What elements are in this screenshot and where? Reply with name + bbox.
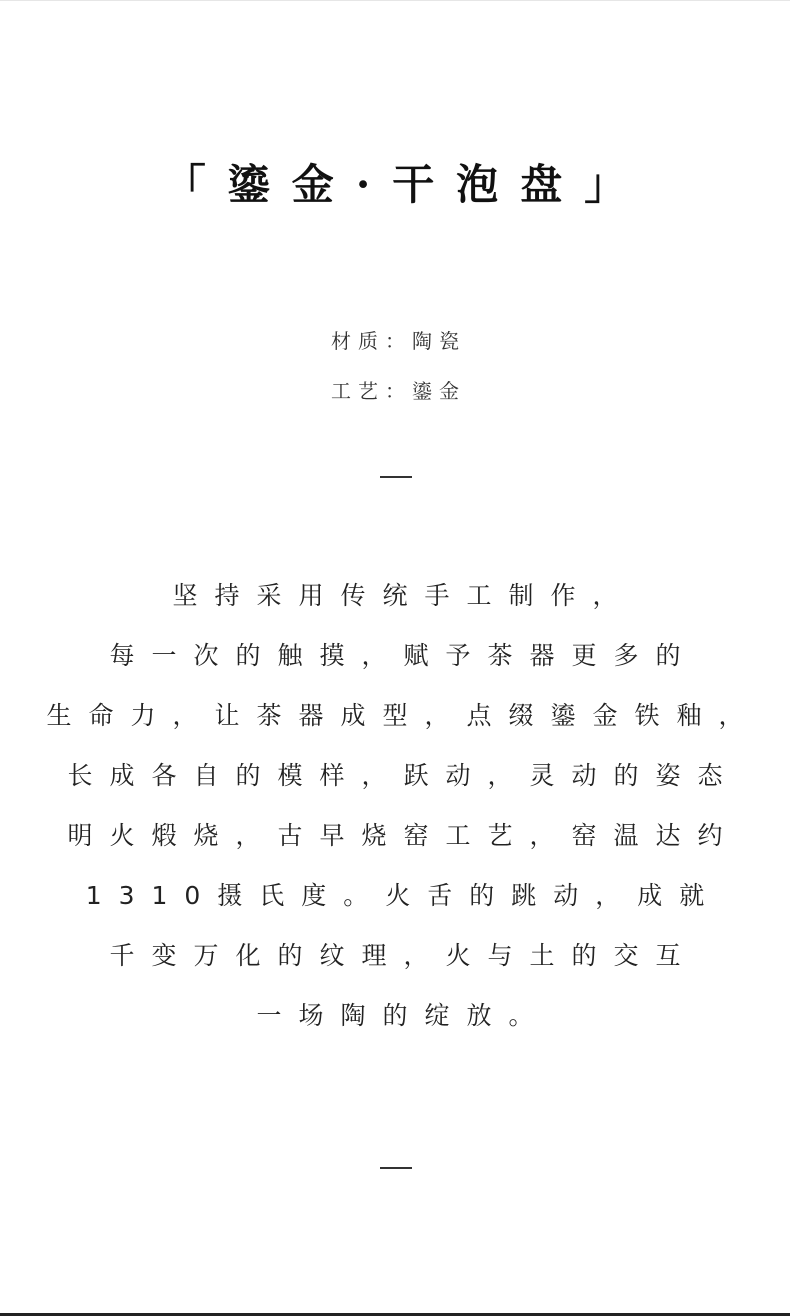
description-line: 一场陶的绽放。 xyxy=(256,1001,551,1030)
description-line: 千变万化的纹理，火与土的交互 xyxy=(109,941,698,970)
description-line: 每一次的触摸，赋予茶器更多的 xyxy=(109,641,698,670)
description-line: 生命力，让茶器成型，点缀鎏金铁釉， xyxy=(46,701,761,730)
spec-list xyxy=(0,322,790,422)
spec-material: 材质：陶瓷 xyxy=(331,329,466,353)
description-text xyxy=(0,566,790,1046)
spec-craft: 工艺：鎏金 xyxy=(331,379,466,403)
description-line: 坚持采用传统手工制作， xyxy=(172,581,635,610)
description-line: 1310摄氏度。火舌的跳动，成就 xyxy=(85,881,722,910)
description-line: 长成各自的模样，跃动，灵动的姿态 xyxy=(67,761,740,790)
short-divider-bottom xyxy=(380,1167,412,1169)
top-divider xyxy=(0,0,790,1)
product-title: 「鎏金·干泡盘」 xyxy=(163,160,649,209)
description-line: 明火煅烧，古早烧窑工艺，窑温达约 xyxy=(67,821,740,850)
short-divider-top xyxy=(380,476,412,478)
